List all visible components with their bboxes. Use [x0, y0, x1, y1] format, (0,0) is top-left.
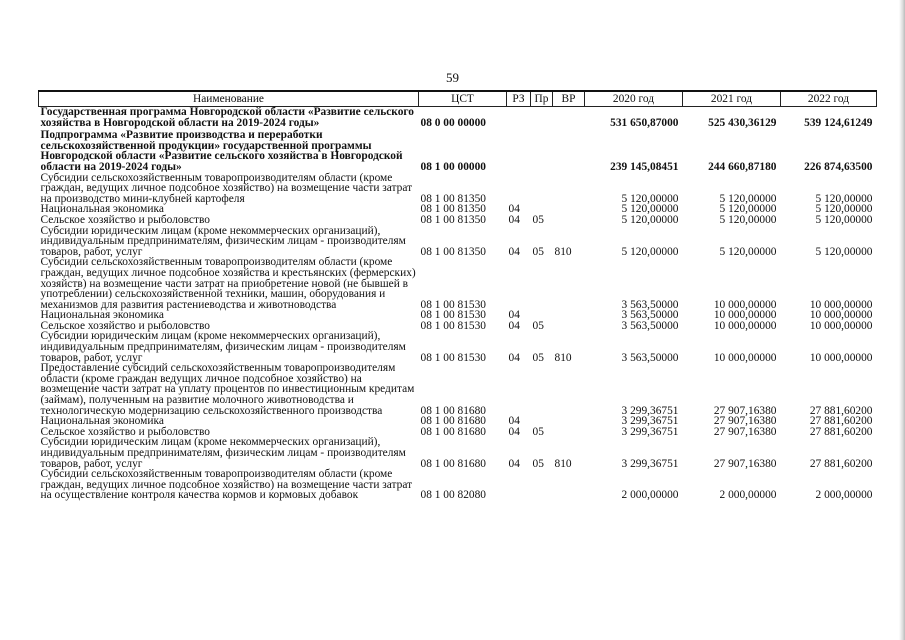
cell-cst: 08 1 00 81680: [420, 425, 486, 438]
cell-pr: [531, 469, 553, 501]
cell-rz: [507, 257, 531, 310]
cell-pr: [531, 107, 553, 129]
cell-vr: [553, 321, 585, 332]
cell-y2021: 10 000,00000: [713, 298, 777, 311]
cell-cst: 08 1 00 81350: [420, 213, 486, 226]
cell-y2020: 3 299,36751: [621, 404, 679, 417]
col-header-vr: ВР: [553, 91, 585, 107]
cell-y2021: 5 120,00000: [719, 245, 777, 258]
cell-rz: 04: [508, 415, 520, 428]
cell-y2022: 10 000,00000: [809, 351, 873, 364]
cell-y2021: 27 907,16380: [713, 425, 777, 438]
cell-y2022: 5 120,00000: [815, 203, 873, 216]
scan-edge: [899, 0, 905, 640]
cell-rz: [507, 107, 531, 129]
cell-y2021: 10 000,00000: [713, 309, 777, 322]
cell-y2022: 10 000,00000: [809, 319, 873, 332]
cell-name: Национальная экономика: [40, 309, 164, 322]
table-header-row: [39, 91, 877, 107]
col-header-name: Наименование: [39, 91, 419, 107]
cell-y2020: 3 563,50000: [621, 309, 679, 322]
cell-pr: 05: [532, 245, 544, 258]
cell-rz: [507, 469, 531, 501]
table-row: [39, 469, 877, 501]
cell-name: Государственная программа Новгородской области «Развитие сельского хозяйства в Новгородской области на 2019-2024 годы»: [40, 106, 414, 129]
cell-name: Сельское хозяйство и рыболовство: [40, 319, 210, 332]
cell-rz: 04: [508, 245, 520, 258]
table-row: [39, 226, 877, 258]
cell-vr: [553, 427, 585, 438]
table-row: [39, 107, 877, 129]
budget-table: [38, 90, 877, 501]
cell-cst: 08 0 00 00000: [420, 116, 486, 129]
cell-y2022: 539 124,61249: [804, 116, 873, 129]
table-row: [39, 128, 877, 172]
cell-vr: [553, 128, 585, 172]
cell-y2020: 239 145,08451: [610, 160, 679, 173]
table-row: [39, 257, 877, 310]
col-header-pr: Пр: [531, 91, 553, 107]
cell-vr: [553, 257, 585, 310]
table-row: [39, 363, 877, 416]
cell-name: Субсидии сельскохозяйственным товаропроизводителям области (кроме граждан, ведущих личное подсобное хозяйства и крестьянских (фермерских) хозяйств) на возмещение части затрат на приобретение новой (не бывшей в употреблении) сельскохозяйственной техники, машин, оборудования и механизмов для развития растениеводства и животноводства: [40, 256, 416, 311]
cell-vr: 810: [554, 457, 572, 470]
cell-y2022: 10 000,00000: [809, 298, 873, 311]
cell-vr: 810: [554, 245, 572, 258]
cell-y2021: 10 000,00000: [713, 319, 777, 332]
cell-y2020: 3 299,36751: [621, 457, 679, 470]
cell-y2022: 10 000,00000: [809, 309, 873, 322]
cell-rz: [507, 173, 531, 205]
col-header-2020: 2020 год: [585, 91, 683, 107]
cell-pr: 05: [532, 213, 544, 226]
cell-y2021: 5 120,00000: [719, 203, 777, 216]
col-header-rz: РЗ: [507, 91, 531, 107]
cell-y2022: 5 120,00000: [815, 245, 873, 258]
cell-y2020: 3 563,50000: [621, 351, 679, 364]
table-row: [39, 437, 877, 469]
table-row: [39, 331, 877, 363]
cell-y2022: 27 881,60200: [809, 425, 873, 438]
cell-cst: 08 1 00 81530: [420, 351, 486, 364]
cell-vr: [553, 363, 585, 416]
cell-vr: [553, 416, 585, 427]
cell-pr: 05: [532, 319, 544, 332]
cell-y2021: 5 120,00000: [719, 192, 777, 205]
cell-vr: [553, 215, 585, 226]
col-header-2021: 2021 год: [683, 91, 781, 107]
cell-rz: 04: [508, 319, 520, 332]
cell-rz: [507, 363, 531, 416]
cell-y2021: 2 000,00000: [719, 489, 777, 502]
cell-cst: 08 1 00 81680: [420, 404, 486, 417]
cell-rz: 04: [508, 213, 520, 226]
cell-pr: [531, 128, 553, 172]
cell-y2021: 27 907,16380: [713, 404, 777, 417]
cell-name: Сельское хозяйство и рыболовство: [40, 213, 210, 226]
table-row: [39, 173, 877, 205]
cell-y2020: 3 563,50000: [621, 319, 679, 332]
cell-y2020: 5 120,00000: [621, 213, 679, 226]
cell-y2021: 27 907,16380: [713, 457, 777, 470]
cell-y2020: 531 650,87000: [610, 116, 679, 129]
cell-name: Субсидии юридическим лицам (кроме некоммерческих организаций), индивидуальным предпринимателям, физическим лицам - производителям товаров, работ, услуг: [40, 224, 406, 258]
cell-name: Субсидии сельскохозяйственным товаропроизводителям области (кроме граждан, ведущих личное подсобное хозяйство) на возмещение части затрат на производство мини-клубней картофеля: [40, 171, 413, 205]
cell-name: Субсидии сельскохозяйственным товаропроизводителям области (кроме граждан, ведущих личное подсобное хозяйство) на возмещение части затрат на осуществление контроля качества кормов и кормовых добавок: [40, 468, 413, 502]
cell-y2022: 27 881,60200: [809, 404, 873, 417]
cell-cst: 08 1 00 81350: [420, 203, 486, 216]
cell-y2022: 2 000,00000: [815, 489, 873, 502]
cell-y2021: 244 660,87180: [708, 160, 777, 173]
cell-y2021: 27 907,16380: [713, 415, 777, 428]
cell-cst: 08 1 00 81680: [420, 415, 486, 428]
cell-vr: [553, 204, 585, 215]
cell-rz: 04: [508, 203, 520, 216]
cell-rz: 04: [508, 309, 520, 322]
cell-vr: [553, 107, 585, 129]
cell-cst: 08 1 00 81530: [420, 309, 486, 322]
cell-y2021: 525 430,36129: [708, 116, 777, 129]
cell-pr: 05: [532, 351, 544, 364]
cell-y2022: 27 881,60200: [809, 415, 873, 428]
cell-pr: 05: [532, 425, 544, 438]
cell-cst: 08 1 00 81530: [420, 319, 486, 332]
cell-y2020: 5 120,00000: [621, 203, 679, 216]
cell-name: Национальная экономика: [40, 203, 164, 216]
cell-y2022: 5 120,00000: [815, 192, 873, 205]
cell-vr: [553, 310, 585, 321]
cell-y2021: 5 120,00000: [719, 213, 777, 226]
cell-y2022: 226 874,63500: [804, 160, 873, 173]
cell-vr: 810: [554, 351, 572, 364]
cell-y2020: 3 299,36751: [621, 415, 679, 428]
cell-y2020: 3 299,36751: [621, 425, 679, 438]
cell-name: Подпрограмма «Развитие производства и переработки сельскохозяйственной продукции» государственной программы Новгородской области «Развитие сельского хозяйства в Новгородской области на 2019-2024 годы»: [40, 129, 403, 173]
cell-name: Субсидии юридическим лицам (кроме некоммерческих организаций), индивидуальным предпринимателям, физическим лицам - производителям товаров, работ, услуг: [40, 330, 406, 364]
cell-rz: 04: [508, 457, 520, 470]
cell-rz: 04: [508, 351, 520, 364]
cell-pr: [531, 173, 553, 205]
cell-vr: [553, 173, 585, 205]
cell-name: Предоставление субсидий сельскохозяйственным товаропроизводителям области (кроме граждан ведущих личное подсобное хозяйство) на возмещение части затрат на уплату процентов по инвестиционным кредитам (займам), полученным на развитие молочного животноводства и технологическую модернизацию сельскохозяйственного производства: [40, 362, 415, 417]
cell-cst: 08 1 00 00000: [420, 160, 486, 173]
cell-y2022: 27 881,60200: [809, 457, 873, 470]
page-number: 59: [446, 70, 459, 85]
cell-y2020: 3 563,50000: [621, 298, 679, 311]
col-header-cst: ЦСТ: [419, 91, 507, 107]
cell-y2020: 5 120,00000: [621, 192, 679, 205]
cell-y2020: 2 000,00000: [621, 489, 679, 502]
cell-cst: 08 1 00 81350: [420, 245, 486, 258]
cell-cst: 08 1 00 82080: [420, 489, 486, 502]
cell-pr: [531, 257, 553, 310]
cell-cst: 08 1 00 81350: [420, 192, 486, 205]
cell-cst: 08 1 00 81680: [420, 457, 486, 470]
cell-pr: [531, 363, 553, 416]
cell-rz: 04: [508, 425, 520, 438]
table-body: [39, 107, 877, 501]
cell-name: Сельское хозяйство и рыболовство: [40, 425, 210, 438]
cell-y2021: 10 000,00000: [713, 351, 777, 364]
cell-pr: 05: [532, 457, 544, 470]
cell-vr: [553, 469, 585, 501]
cell-y2020: 5 120,00000: [621, 245, 679, 258]
col-header-2022: 2022 год: [781, 91, 877, 107]
cell-name: Субсидии юридическим лицам (кроме некоммерческих организаций), индивидуальным предпринимателям, физическим лицам - производителям товаров, работ, услуг: [40, 436, 406, 470]
table-row: [39, 215, 877, 226]
cell-rz: [507, 128, 531, 172]
cell-cst: 08 1 00 81530: [420, 298, 486, 311]
cell-y2022: 5 120,00000: [815, 213, 873, 226]
cell-name: Национальная экономика: [40, 415, 164, 428]
